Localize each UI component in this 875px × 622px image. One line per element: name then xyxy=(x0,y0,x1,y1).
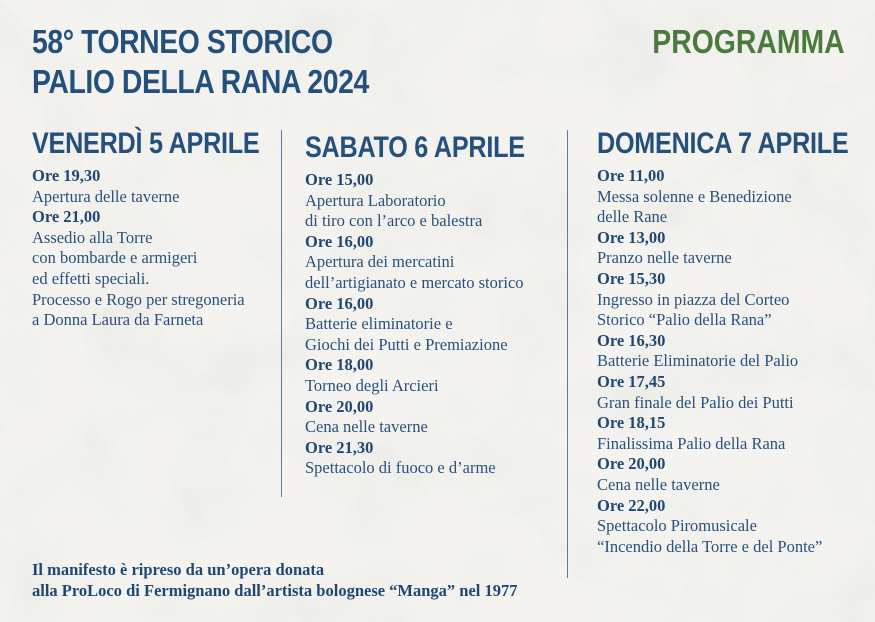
schedule-event: Apertura dei mercatini xyxy=(305,252,455,272)
schedule-time: Ore 17,45 xyxy=(597,371,666,391)
schedule-event: con bombarde e armigeri xyxy=(32,248,198,268)
schedule-event: Batterie Eliminatorie del Palio xyxy=(597,351,799,371)
schedule-list xyxy=(305,170,567,479)
schedule-time: Ore 16,30 xyxy=(597,330,666,350)
schedule-time: Ore 16,00 xyxy=(305,293,374,313)
schedule-time: Ore 13,00 xyxy=(597,227,666,247)
schedule-event: Cena nelle taverne xyxy=(305,417,428,437)
day-column-friday xyxy=(32,126,303,331)
footer-note xyxy=(32,560,518,601)
schedule-event: Processo e Rogo per stregoneria xyxy=(32,289,245,309)
day-title: DOMENICA 7 APRILE xyxy=(597,127,849,160)
schedule-time: Ore 20,00 xyxy=(305,396,374,416)
programma-heading: PROGRAMMA xyxy=(652,23,845,60)
schedule-event: Gran finale del Palio dei Putti xyxy=(597,392,794,412)
schedule-event: delle Rane xyxy=(597,207,668,227)
schedule-time: Ore 15,30 xyxy=(597,268,666,288)
schedule-event: di tiro con l’arco e balestra xyxy=(305,211,483,231)
schedule-event: Torneo degli Arcieri xyxy=(305,375,439,395)
column-divider xyxy=(567,130,568,578)
schedule-event: dell’artigianato e mercato storico xyxy=(305,272,524,292)
schedule-event: Apertura Laboratorio xyxy=(305,190,446,210)
schedule-event: Assedio alla Torre xyxy=(32,227,153,247)
schedule-time: Ore 18,15 xyxy=(597,413,666,433)
schedule-time: Ore 18,00 xyxy=(305,355,374,375)
schedule-time: Ore 11,00 xyxy=(597,166,665,185)
schedule-event: ed effetti speciali. xyxy=(32,268,150,288)
schedule-time: Ore 20,00 xyxy=(597,454,666,474)
poster-title xyxy=(32,22,369,102)
schedule-event: Spettacolo Piromusicale xyxy=(597,516,757,536)
schedule-time: Ore 21,00 xyxy=(32,207,101,227)
day-column-sunday xyxy=(597,126,875,557)
schedule-list xyxy=(597,166,875,557)
day-title: VENERDÌ 5 APRILE xyxy=(32,127,260,160)
schedule-event: Giochi dei Putti e Premiazione xyxy=(305,334,508,354)
schedule-event: Finalissima Palio della Rana xyxy=(597,433,786,453)
schedule-event: Batterie eliminatorie e xyxy=(305,314,453,334)
schedule-list xyxy=(32,166,303,331)
column-divider xyxy=(281,130,282,497)
schedule-event: Storico “Palio della Rana” xyxy=(597,310,772,330)
footer-line-1: Il manifesto è ripreso da un’opera donata xyxy=(32,560,325,579)
schedule-time: Ore 19,30 xyxy=(32,166,101,185)
day-column-saturday xyxy=(305,130,567,479)
footer-line-2: alla ProLoco di Fermignano dall’artista bolognese “Manga” nel 1977 xyxy=(32,580,518,600)
schedule-time: Ore 15,00 xyxy=(305,170,374,189)
schedule-event: “Incendio della Torre e del Ponte” xyxy=(597,536,823,556)
schedule-time: Ore 16,00 xyxy=(305,231,374,251)
schedule-event: Spettacolo di fuoco e d’arme xyxy=(305,458,496,478)
title-line-1: 58° TORNEO STORICO xyxy=(32,23,333,60)
schedule-time: Ore 22,00 xyxy=(597,495,666,515)
schedule-time: Ore 21,30 xyxy=(305,437,374,457)
schedule-event: Apertura delle taverne xyxy=(32,186,180,206)
day-title: SABATO 6 APRILE xyxy=(305,131,525,164)
title-line-2: PALIO DELLA RANA 2024 xyxy=(32,63,369,100)
schedule-event: a Donna Laura da Farneta xyxy=(32,310,204,330)
schedule-event: Ingresso in piazza del Corteo xyxy=(597,289,790,309)
schedule-event: Cena nelle taverne xyxy=(597,474,720,494)
schedule-event: Messa solenne e Benedizione xyxy=(597,186,792,206)
schedule-event: Pranzo nelle taverne xyxy=(597,248,732,268)
